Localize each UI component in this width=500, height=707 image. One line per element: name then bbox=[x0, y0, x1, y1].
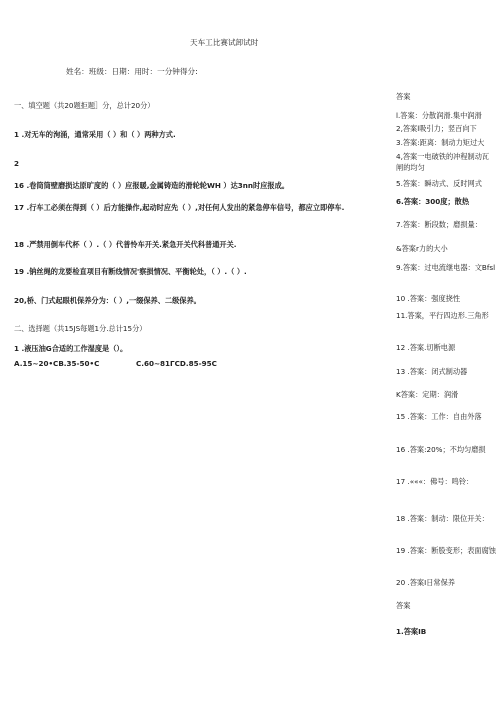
answer-5: 5.答案：瞬动式、反时网式 bbox=[396, 179, 482, 188]
question-19: 19 .钠丝绳的龙要检直项目有断线情况'察损情况、平衡轮处，（ ）.（ ）. bbox=[14, 267, 247, 276]
choice-answer-1: 1.答案IB bbox=[396, 627, 427, 636]
answer-20: 20 .答案I日常保养 bbox=[396, 578, 455, 587]
question-20: 20,桥、门式起眼机保养分为：（ ）,一缀保养、二级保养。 bbox=[14, 296, 201, 305]
choice-option-a: A.15~20•CB.35-50•C bbox=[14, 359, 100, 368]
choice-question-1: 1 .液压油G合适的工作湿度是（）。 bbox=[14, 344, 128, 353]
answer-17: 17 .«««：佛号：鸣铃： bbox=[396, 477, 474, 486]
answer-10: 10 .答案：强度挠性 bbox=[396, 294, 461, 303]
answers-header: 答案 bbox=[396, 92, 411, 101]
answer-18: 18 .答案：制动：限位开关： bbox=[396, 514, 489, 523]
section-fill-in-heading: 一、填空题（共20题拒题］分，总计20分） bbox=[14, 101, 155, 110]
answer-15: 15 .答案：工作：自由外落 bbox=[396, 412, 482, 421]
answer-8: &答案r力的大小 bbox=[396, 244, 448, 253]
question-2: 2 bbox=[14, 159, 20, 168]
answer-3: 3.答案:距离：制动力矩过大 bbox=[396, 138, 485, 147]
section-choice-heading: 二、选择题（共15JS每题1分.总计15分） bbox=[14, 324, 147, 333]
choice-option-c: C.60~81ГCD.85-95C bbox=[136, 359, 217, 368]
answer-k: K答案：定期：润滑 bbox=[396, 390, 459, 399]
answer-9: 9.答案：过电流继电器：文Bfsl bbox=[396, 263, 496, 272]
question-1: 1 .对无车的洵涌，通常采用（ ）和（ ）两种方式. bbox=[14, 130, 176, 139]
answer-11: 11.答案，平行四边形.三角形 bbox=[396, 311, 489, 320]
question-16: 16 .卷筒筒壁磨损达原旷度的（ ）应报暖,金属铸造的滑轮轮WH ）达3nn时应报成。 bbox=[14, 181, 289, 190]
question-18: 18 .严禁用倒车代杯（ ）.（ ）代普怜车开关.紧急开关代科普通开关. bbox=[14, 240, 237, 249]
answer-16: 16 .答案:20%；不均匀磨损 bbox=[396, 445, 486, 454]
answer-6: 6.答案：300度；散热 bbox=[396, 197, 470, 206]
answer-12: 12 .答案.切断电源 bbox=[396, 343, 456, 352]
answers-header-2: 答案 bbox=[396, 601, 411, 610]
page-title: 天车工比赛试卸试时 bbox=[190, 38, 259, 47]
answer-13: 13 .答案：闭式制动器 bbox=[396, 367, 468, 376]
answer-4: 4,答案一电破铁的冲程制动瓦闸的均匀 bbox=[396, 152, 490, 173]
answer-1: l.答案：分散润滑.集中润滑 bbox=[396, 111, 482, 120]
answer-7: 7.答案：断段数；磨损量： bbox=[396, 220, 482, 229]
answer-2: 2,答案l吸引力；竖百向下 bbox=[396, 124, 477, 133]
student-info-line: 姓名：班级：日期：用时：一分钟得分: bbox=[66, 67, 198, 76]
answer-19: 19 .答案：断股变形；表面腐蚀 bbox=[396, 546, 496, 555]
question-17: 17 .行车工必须在得到（ ）后方能操作,起动时应先（ ）,对任何人发出的紧急停车信号，都应立即停车. bbox=[14, 203, 345, 212]
